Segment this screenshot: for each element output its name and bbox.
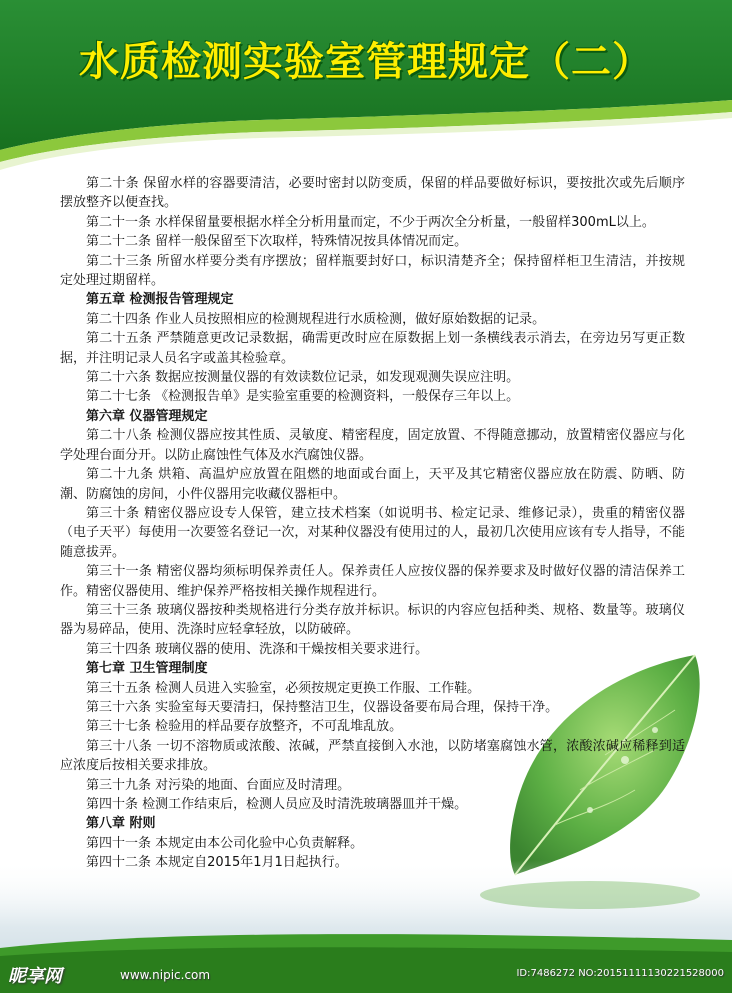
page-title: 水质检测实验室管理规定（二） [79,39,653,85]
watermark-logo: 昵享网 [8,966,62,987]
article-paragraph: 第四十二条 本规定自2015年1月1日起执行。 [86,855,348,871]
article-paragraph: 第三十五条 检测人员进入实验室，必须按规定更换工作服、工作鞋。 [86,680,481,696]
article-paragraph: 第二十一条 水样保留量要根据水样全分析用量而定，不少于两次全分析量，一般留样300mL以上。 [86,214,655,230]
article-paragraph: 第二十二条 留样一般保留至下次取样，特殊情况按具体情况而定。 [86,234,468,250]
article-paragraph: 第二十三条 所留水样要分类有序摆放；留样瓶要封好口，标识清楚齐全；保持留样柜卫生清洁，并按规定处理过期留样。 [60,253,685,289]
watermark-id: ID:7486272 NO:20151111130221528000 [516,968,724,979]
chapter-heading: 第八章 附则 [86,816,156,832]
article-paragraph: 第三十六条 实验室每天要清扫，保持整洁卫生，仪器设备要布局合理，保持干净。 [86,699,559,715]
article-paragraph: 第四十条 检测工作结束后，检测人员应及时清洗玻璃器皿并干燥。 [86,797,468,812]
article-paragraph: 第三十四条 玻璃仪器的使用、洗涤和干燥按相关要求进行。 [86,641,429,657]
article-paragraph: 第二十条 保留水样的容器要清洁，必要时密封以防变质，保留的样品要做好标识，要按批次或先后顺序摆放整齐以便查找。 [60,176,685,211]
regulation-text [60,174,685,873]
chapter-heading: 第七章 卫生管理制度 [86,661,208,677]
article-paragraph: 第三十八条 一切不溶物质或浓酸、浓碱，严禁直接倒入水池，以防堵塞腐蚀水管，浓酸浓碱应稀释到适应浓度后按相关要求排放。 [60,738,685,774]
article-paragraph: 第三十条 精密仪器应设专人保管，建立技术档案（如说明书、检定记录、维修记录），贵重的精密仪器（电子天平）每使用一次要签名登记一次，对某种仪器没有使用过的人，最初几次使用应该有专人指导，不能随意拔弄。 [60,505,685,560]
article-paragraph: 第二十六条 数据应按测量仪器的有效读数位记录，如发现观测失误应注明。 [86,370,520,386]
article-paragraph: 第三十七条 检验用的样品要存放整齐，不可乱堆乱放。 [86,719,403,735]
article-paragraph: 第四十一条 本规定由本公司化验中心负责解释。 [86,835,364,851]
article-paragraph: 第二十五条 严禁随意更改记录数据，确需更改时应在原数据上划一条横线表示消去，在旁边另写更正数据，并注明记录人员名字或盖其检验章。 [60,331,685,366]
article-paragraph: 第二十九条 烘箱、高温炉应放置在阻燃的地面或台面上，天平及其它精密仪器应放在防震、防晒、防潮、防腐蚀的房间，小件仪器用完收藏仪器柜中。 [60,467,685,502]
chapter-heading: 第六章 仪器管理规定 [86,408,208,424]
watermark-url: www.nipic.com [120,968,211,982]
article-paragraph: 第三十三条 玻璃仪器按种类规格进行分类存放并标识。标识的内容应包括种类、规格、数量等。玻璃仪器为易碎品，使用、洗涤时应轻拿轻放，以防破碎。 [60,602,685,638]
article-paragraph: 第二十七条 《检测报告单》是实验室重要的检测资料，一般保存三年以上。 [86,389,520,405]
article-paragraph: 第二十四条 作业人员按照相应的检测规程进行水质检测，做好原始数据的记录。 [86,311,546,327]
chapter-heading: 第五章 检测报告管理规定 [86,292,234,308]
article-paragraph: 第三十九条 对污染的地面、台面应及时清理。 [86,777,351,793]
article-paragraph: 第三十一条 精密仪器均须标明保养责任人。保养责任人应按仪器的保养要求及时做好仪器的清洁保养工作。精密仪器使用、维护保养严格按相关操作规程进行。 [60,564,685,599]
article-paragraph: 第二十八条 检测仪器应按其性质、灵敏度、精密程度，固定放置、不得随意挪动，放置精密仪器应与化学处理台面分开。以防止腐蚀性气体及水汽腐蚀仪器。 [60,428,685,463]
